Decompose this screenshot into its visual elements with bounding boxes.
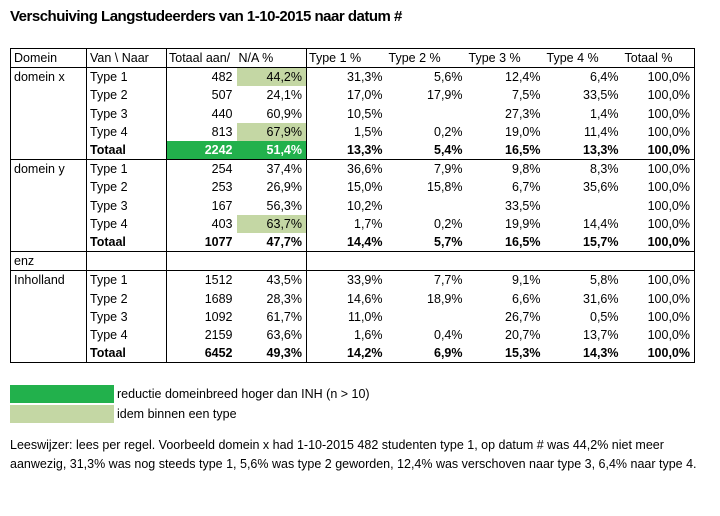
column-header: Domein <box>11 49 87 68</box>
table-row <box>11 160 695 179</box>
cell-tot: 100,0% <box>623 326 695 344</box>
cell-na: 56,3% <box>237 197 307 215</box>
cell-t2: 5,4% <box>434 143 463 158</box>
cell-t2: 18,9% <box>427 291 463 306</box>
cell-t3: 6,7% <box>512 180 541 195</box>
cell-na: 63,7% <box>237 215 307 233</box>
table-container <box>10 48 695 363</box>
cell-t3: 9,1% <box>467 271 545 290</box>
legend-item <box>10 404 370 424</box>
cell-na: 61,7% <box>237 308 307 326</box>
cell-t3: 19,9% <box>505 216 541 231</box>
cell-na: 63,6% <box>237 326 307 344</box>
cell-t1: 11,0% <box>347 309 383 324</box>
cell-t4: 14,4% <box>583 216 619 231</box>
cell-van: Type 2 <box>87 86 167 104</box>
total-row <box>11 344 695 363</box>
cell-t3: 7,5% <box>512 88 541 103</box>
cell-na: 24,1% <box>237 86 307 104</box>
cell-na: 60,9% <box>237 105 307 123</box>
cell-na: 43,5% <box>237 271 307 290</box>
table-row <box>11 68 695 87</box>
cell-totaal: 2159 <box>167 326 237 344</box>
total-row <box>11 141 695 160</box>
cell-t2 <box>387 308 467 326</box>
cell-totaal: 403 <box>167 215 237 233</box>
cell-t2: 6,9% <box>387 344 467 363</box>
cell-domein: enz <box>11 252 87 271</box>
cell-t4: 31,6% <box>583 291 619 306</box>
cell-t4 <box>545 252 623 271</box>
cell-t3: 20,7% <box>505 327 541 342</box>
cell-t2: 5,6% <box>387 68 467 87</box>
table-row <box>11 252 695 271</box>
legend <box>10 384 370 424</box>
cell-na: 51,4% <box>237 141 307 160</box>
cell-t2 <box>387 252 467 271</box>
cell-t1: 1,5% <box>354 124 383 139</box>
cell-t3: 15,3% <box>467 344 545 363</box>
cell-t4: 15,7% <box>583 234 619 249</box>
cell-na: 26,9% <box>237 178 307 196</box>
cell-domein <box>11 326 87 344</box>
table-row <box>11 123 695 141</box>
cell-totaal: 253 <box>167 178 237 196</box>
cell-tot: 100,0% <box>623 141 695 160</box>
cell-t1: 33,9% <box>307 271 387 290</box>
cell-t2: 17,9% <box>427 88 463 103</box>
cell-domein <box>11 105 87 123</box>
cell-tot: 100,0% <box>623 197 695 215</box>
cell-t1: 15,0% <box>347 180 383 195</box>
table-row <box>11 289 695 307</box>
cell-van: Type 3 <box>87 197 167 215</box>
cell-totaal: 6452 <box>167 344 237 363</box>
cell-totaal: 1512 <box>167 271 237 290</box>
cell-domein <box>11 86 87 104</box>
cell-tot: 100,0% <box>623 123 695 141</box>
cell-t4: 0,5% <box>590 309 619 324</box>
cell-t4: 35,6% <box>583 180 619 195</box>
cell-na: 47,7% <box>237 233 307 252</box>
legend-swatch-light <box>10 405 114 423</box>
table-row <box>11 326 695 344</box>
cell-totaal: 1092 <box>167 308 237 326</box>
cell-t1: 1,7% <box>354 216 383 231</box>
column-header: Totaal aan/ <box>167 49 237 68</box>
cell-t3: 6,6% <box>512 291 541 306</box>
cell-domein <box>11 141 87 160</box>
cell-van: Type 2 <box>87 289 167 307</box>
cell-t3 <box>467 252 545 271</box>
cell-t3: 16,5% <box>505 143 541 158</box>
cell-van <box>87 252 167 271</box>
cell-tot: 100,0% <box>623 105 695 123</box>
column-header: Type 2 % <box>387 49 467 68</box>
cell-domein: domein x <box>11 68 87 87</box>
cell-van: Type 3 <box>87 105 167 123</box>
cell-t4 <box>545 197 623 215</box>
cell-t2: 0,2% <box>434 124 463 139</box>
cell-t3: 12,4% <box>467 68 545 87</box>
legend-label: reductie domeinbreed hoger dan INH (n > 10) <box>117 387 370 401</box>
cell-tot: 100,0% <box>623 308 695 326</box>
cell-tot: 100,0% <box>623 289 695 307</box>
cell-t4: 1,4% <box>590 106 619 121</box>
cell-tot: 100,0% <box>623 344 695 363</box>
cell-t2: 15,8% <box>427 180 463 195</box>
cell-tot: 100,0% <box>623 233 695 252</box>
cell-t1: 14,2% <box>307 344 387 363</box>
cell-domein <box>11 178 87 196</box>
cell-domein <box>11 344 87 363</box>
cell-t1: 17,0% <box>347 88 383 103</box>
cell-totaal: 1077 <box>167 233 237 252</box>
page-title: Verschuiving Langstudeerders van 1-10-2015 naar datum # <box>10 8 402 25</box>
cell-van: Type 4 <box>87 123 167 141</box>
cell-domein <box>11 233 87 252</box>
cell-t4: 5,8% <box>545 271 623 290</box>
cell-domein <box>11 215 87 233</box>
cell-na: 49,3% <box>237 344 307 363</box>
cell-t1: 10,5% <box>347 106 383 121</box>
cell-t1: 31,3% <box>307 68 387 87</box>
cell-t2: 7,9% <box>387 160 467 179</box>
total-row <box>11 233 695 252</box>
cell-t1: 36,6% <box>307 160 387 179</box>
column-header: N/A % <box>237 49 307 68</box>
cell-tot <box>623 252 695 271</box>
cell-tot: 100,0% <box>623 178 695 196</box>
cell-domein <box>11 289 87 307</box>
cell-na: 67,9% <box>237 123 307 141</box>
cell-totaal: 2242 <box>167 141 237 160</box>
cell-domein: domein y <box>11 160 87 179</box>
table-row <box>11 86 695 104</box>
cell-t4: 14,3% <box>545 344 623 363</box>
cell-totaal: 167 <box>167 197 237 215</box>
cell-van: Type 1 <box>87 271 167 290</box>
cell-t4: 13,7% <box>583 327 619 342</box>
table-body <box>11 68 695 363</box>
cell-totaal: 507 <box>167 86 237 104</box>
cell-t1: 1,6% <box>354 327 383 342</box>
cell-t1: 13,3% <box>347 143 383 158</box>
cell-tot: 100,0% <box>623 215 695 233</box>
cell-t4: 11,4% <box>583 124 619 139</box>
cell-t1: 14,4% <box>347 234 383 249</box>
cell-t1 <box>307 252 387 271</box>
cell-t2: 0,4% <box>434 327 463 342</box>
cell-na <box>237 252 307 271</box>
cell-na: 37,4% <box>237 160 307 179</box>
column-header: Type 4 % <box>545 49 623 68</box>
cell-na: 44,2% <box>237 68 307 87</box>
cell-t4: 8,3% <box>545 160 623 179</box>
cell-t1: 14,6% <box>347 291 383 306</box>
header-row <box>11 49 695 68</box>
cell-t2 <box>387 197 467 215</box>
cell-totaal: 440 <box>167 105 237 123</box>
cell-domein <box>11 123 87 141</box>
cell-t3: 27,3% <box>505 106 541 121</box>
cell-t2: 7,7% <box>387 271 467 290</box>
cell-van: Type 1 <box>87 68 167 87</box>
cell-t2: 0,2% <box>434 216 463 231</box>
cell-t2 <box>387 105 467 123</box>
cell-tot: 100,0% <box>623 160 695 179</box>
cell-t4: 13,3% <box>583 143 619 158</box>
cell-totaal: 813 <box>167 123 237 141</box>
column-header: Totaal % <box>623 49 695 68</box>
cell-van: Type 2 <box>87 178 167 196</box>
cell-t3: 19,0% <box>505 124 541 139</box>
cell-van: Type 4 <box>87 326 167 344</box>
cell-t4: 33,5% <box>583 88 619 103</box>
cell-t4: 6,4% <box>545 68 623 87</box>
cell-domein: Inholland <box>11 271 87 290</box>
table-row <box>11 308 695 326</box>
cell-van: Type 1 <box>87 160 167 179</box>
cell-tot: 100,0% <box>623 86 695 104</box>
cell-tot: 100,0% <box>623 68 695 87</box>
column-header: Van \ Naar <box>87 49 167 68</box>
reading-guide-note: Leeswijzer: lees per regel. Voorbeeld domein x had 1-10-2015 482 studenten type 1, op datum # was 44,2% niet meer aanwezig, 31,3% was nog steeds type 1, 5,6% was type 2 geworden, 12,4% was verschoven naar type 3, 6,4% naar type 4. <box>10 438 697 471</box>
cell-van: Totaal <box>87 344 167 363</box>
cell-totaal <box>167 252 237 271</box>
cell-t3: 33,5% <box>505 198 541 213</box>
table-row <box>11 197 695 215</box>
cell-t2: 5,7% <box>434 234 463 249</box>
cell-totaal: 254 <box>167 160 237 179</box>
legend-item <box>10 384 370 404</box>
legend-swatch-strong <box>10 385 114 403</box>
cell-na: 28,3% <box>237 289 307 307</box>
column-header: Type 1 % <box>307 49 387 68</box>
cell-domein <box>11 197 87 215</box>
cell-van: Type 3 <box>87 308 167 326</box>
cell-t3: 9,8% <box>467 160 545 179</box>
table-row <box>11 271 695 290</box>
legend-label: idem binnen een type <box>117 407 237 421</box>
cell-van: Totaal <box>87 141 167 160</box>
cell-t3: 16,5% <box>505 234 541 249</box>
cell-totaal: 482 <box>167 68 237 87</box>
column-header: Type 3 % <box>467 49 545 68</box>
cell-t1: 10,2% <box>347 198 383 213</box>
cell-totaal: 1689 <box>167 289 237 307</box>
table-row <box>11 105 695 123</box>
cell-t3: 26,7% <box>505 309 541 324</box>
cell-van: Type 4 <box>87 215 167 233</box>
cell-domein <box>11 308 87 326</box>
cell-tot: 100,0% <box>623 271 695 290</box>
cell-van: Totaal <box>87 233 167 252</box>
table-row <box>11 178 695 196</box>
data-table <box>10 48 695 363</box>
table-row <box>11 215 695 233</box>
